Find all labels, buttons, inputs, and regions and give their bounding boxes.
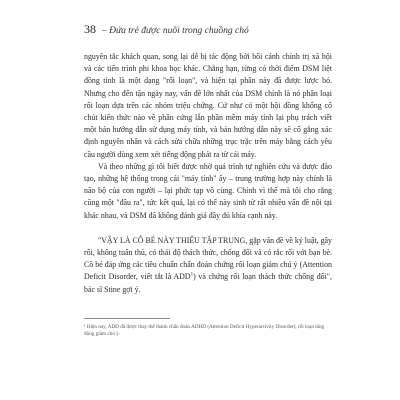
paragraph-3-part-b: ) và chứng rối loạn thách thức chống đối", bác sĩ Stine gợi ý. [84,272,333,294]
footnote-divider [84,318,170,319]
footnote: ¹ Hiện nay, ADD đã được thay thế thành chẩn đoán ADHD (Attention Deficit Hyperactivity Disorder), rối loạn tăng động giảm chú ý. [84,323,325,337]
paragraph-3-part-a: "VẬY LÀ CÔ BÉ NÀY THIẾU TẬP TRUNG, gặp vấn đề về kỷ luật, gây rối, không tuân thủ, có thái độ thách thức, chống đối và có rắc rối với bạn bè. Cô bé đáp ứng các tiêu chuẩn chẩn đoán chứng rối loạn giảm chú ý (Attention Deficit Disorder, viết tắt là ADD [84,235,332,282]
paragraph-3 [84,235,332,296]
page-header [84,22,332,37]
section-gap [84,222,332,235]
paragraph-2: Và theo những gì tôi biết được nhờ quá trình tự nghiên cứu và được đào tạo, những hệ thống trong cái "máy tính" ấy – trung trường hợp này chính là não bộ của con người – lại phức tạp vô cùng. Chính vì thế mà tôi cho rằng cũng một "đầu ra", tức kết quả, lại có thể này sinh từ rất nhiều vấn đề nội tại khác nhau, và DSM đã không đánh giá đầy đủ khía cạnh này. [84,161,332,220]
page-number: 38 [84,22,96,36]
running-title: – Đứa trẻ được nuôi trong chuồng chó [102,26,249,36]
footnote-marker[interactable]: 1 [190,272,194,278]
paragraph-1: nguyên tắc khách quan, song lại dễ bị tác động bởi bối cảnh chính trị xã hội và các tiến trình phi khoa học khác. Chẳng hạn, từng có thời điểm DSM liệt đồng tính là một dạng "rối loạn", và hiện tại phân này đã được lược bỏ. Nhưng cho đến tận ngày nay, vấn đề lớn nhất của DSM chính là nó phân loại rối loạn dựa trên các nhóm triệu chứng. Cứ như có một hội đồng khổng cố chút kiến thức nào về phần cứng lẫn phần mềm máy tính lại phụ trách viết một bản hướng dẫn sử dụng máy tính, và bản hướng dẫn này sẽ cố gắng xác định nguyên nhân và cách sửa chữa những trục trặc trên máy bằng cách yêu cầu người dùng xem xét tiếng động phát ra từ cái máy. [84,52,332,159]
